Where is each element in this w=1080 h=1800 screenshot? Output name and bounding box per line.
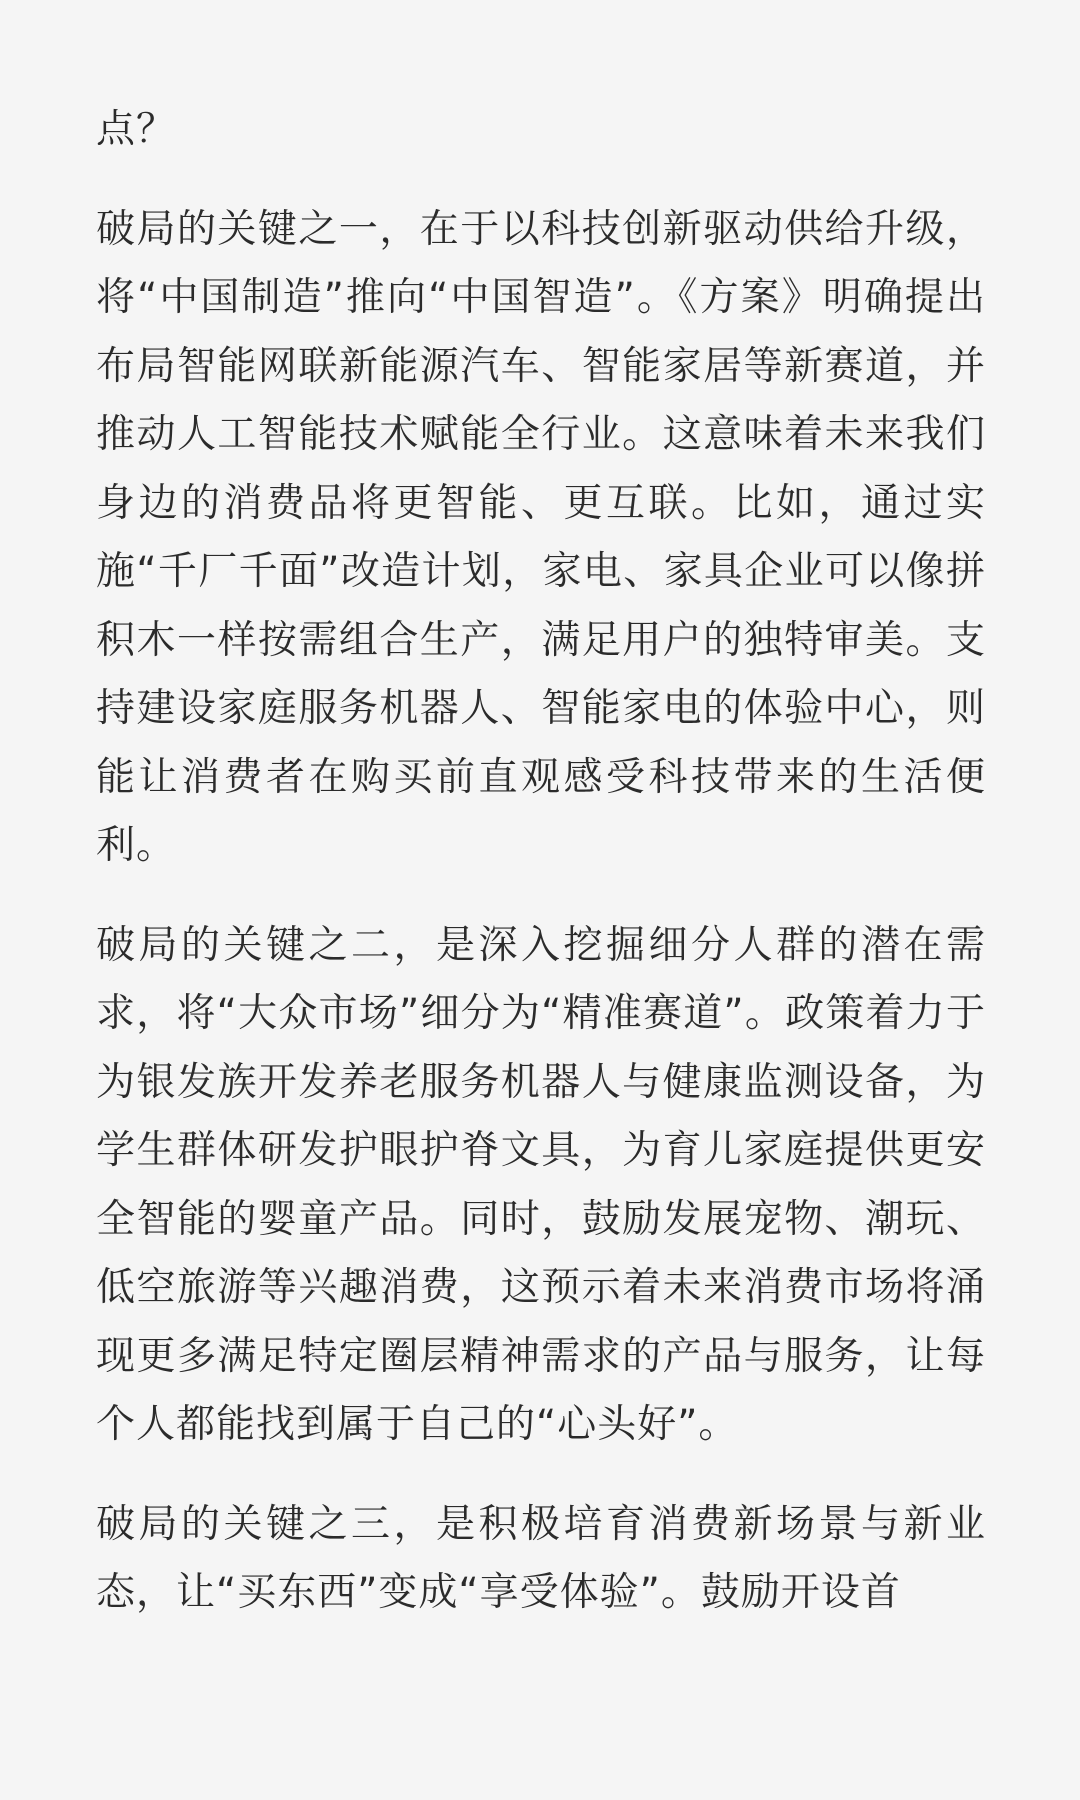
- article-paragraph: 破局的关键之二，是深入挖掘细分人群的潜在需求，将“大众市场”细分为“精准赛道”。政策着力于为银发族开发养老服务机器人与健康监测设备，为学生群体研发护眼护脊文具，为育儿家庭提供更安全智能的婴童产品。同时，鼓励发展宠物、潮玩、低空旅游等兴趣消费，这预示着未来消费市场将涌现更多满足特定圈层精神需求的产品与服务，让每个人都能找到属于自己的“心头好”。: [96, 922, 986, 1447]
- article-paragraph: 点？: [96, 107, 177, 152]
- article-paragraph: 破局的关键之一，在于以科技创新驱动供给升级，将“中国制造”推向“中国智造”。《方案》明确提出布局智能网联新能源汽车、智能家居等新赛道，并推动人工智能技术赋能全行业。这意味着未来我们身边的消费品将更智能、更互联。比如，通过实施“千厂千面”改造计划，家电、家具企业可以像拼积木一样按需组合生产，满足用户的独特审美。支持建设家庭服务机器人、智能家电的体验中心，则能让消费者在购买前直观感受科技带来的生活便利。: [96, 206, 986, 868]
- article-paragraph: 破局的关键之三，是积极培育消费新场景与新业态，让“买东西”变成“享受体验”。鼓励开设首: [96, 1501, 986, 1615]
- article-body: [96, 96, 986, 1659]
